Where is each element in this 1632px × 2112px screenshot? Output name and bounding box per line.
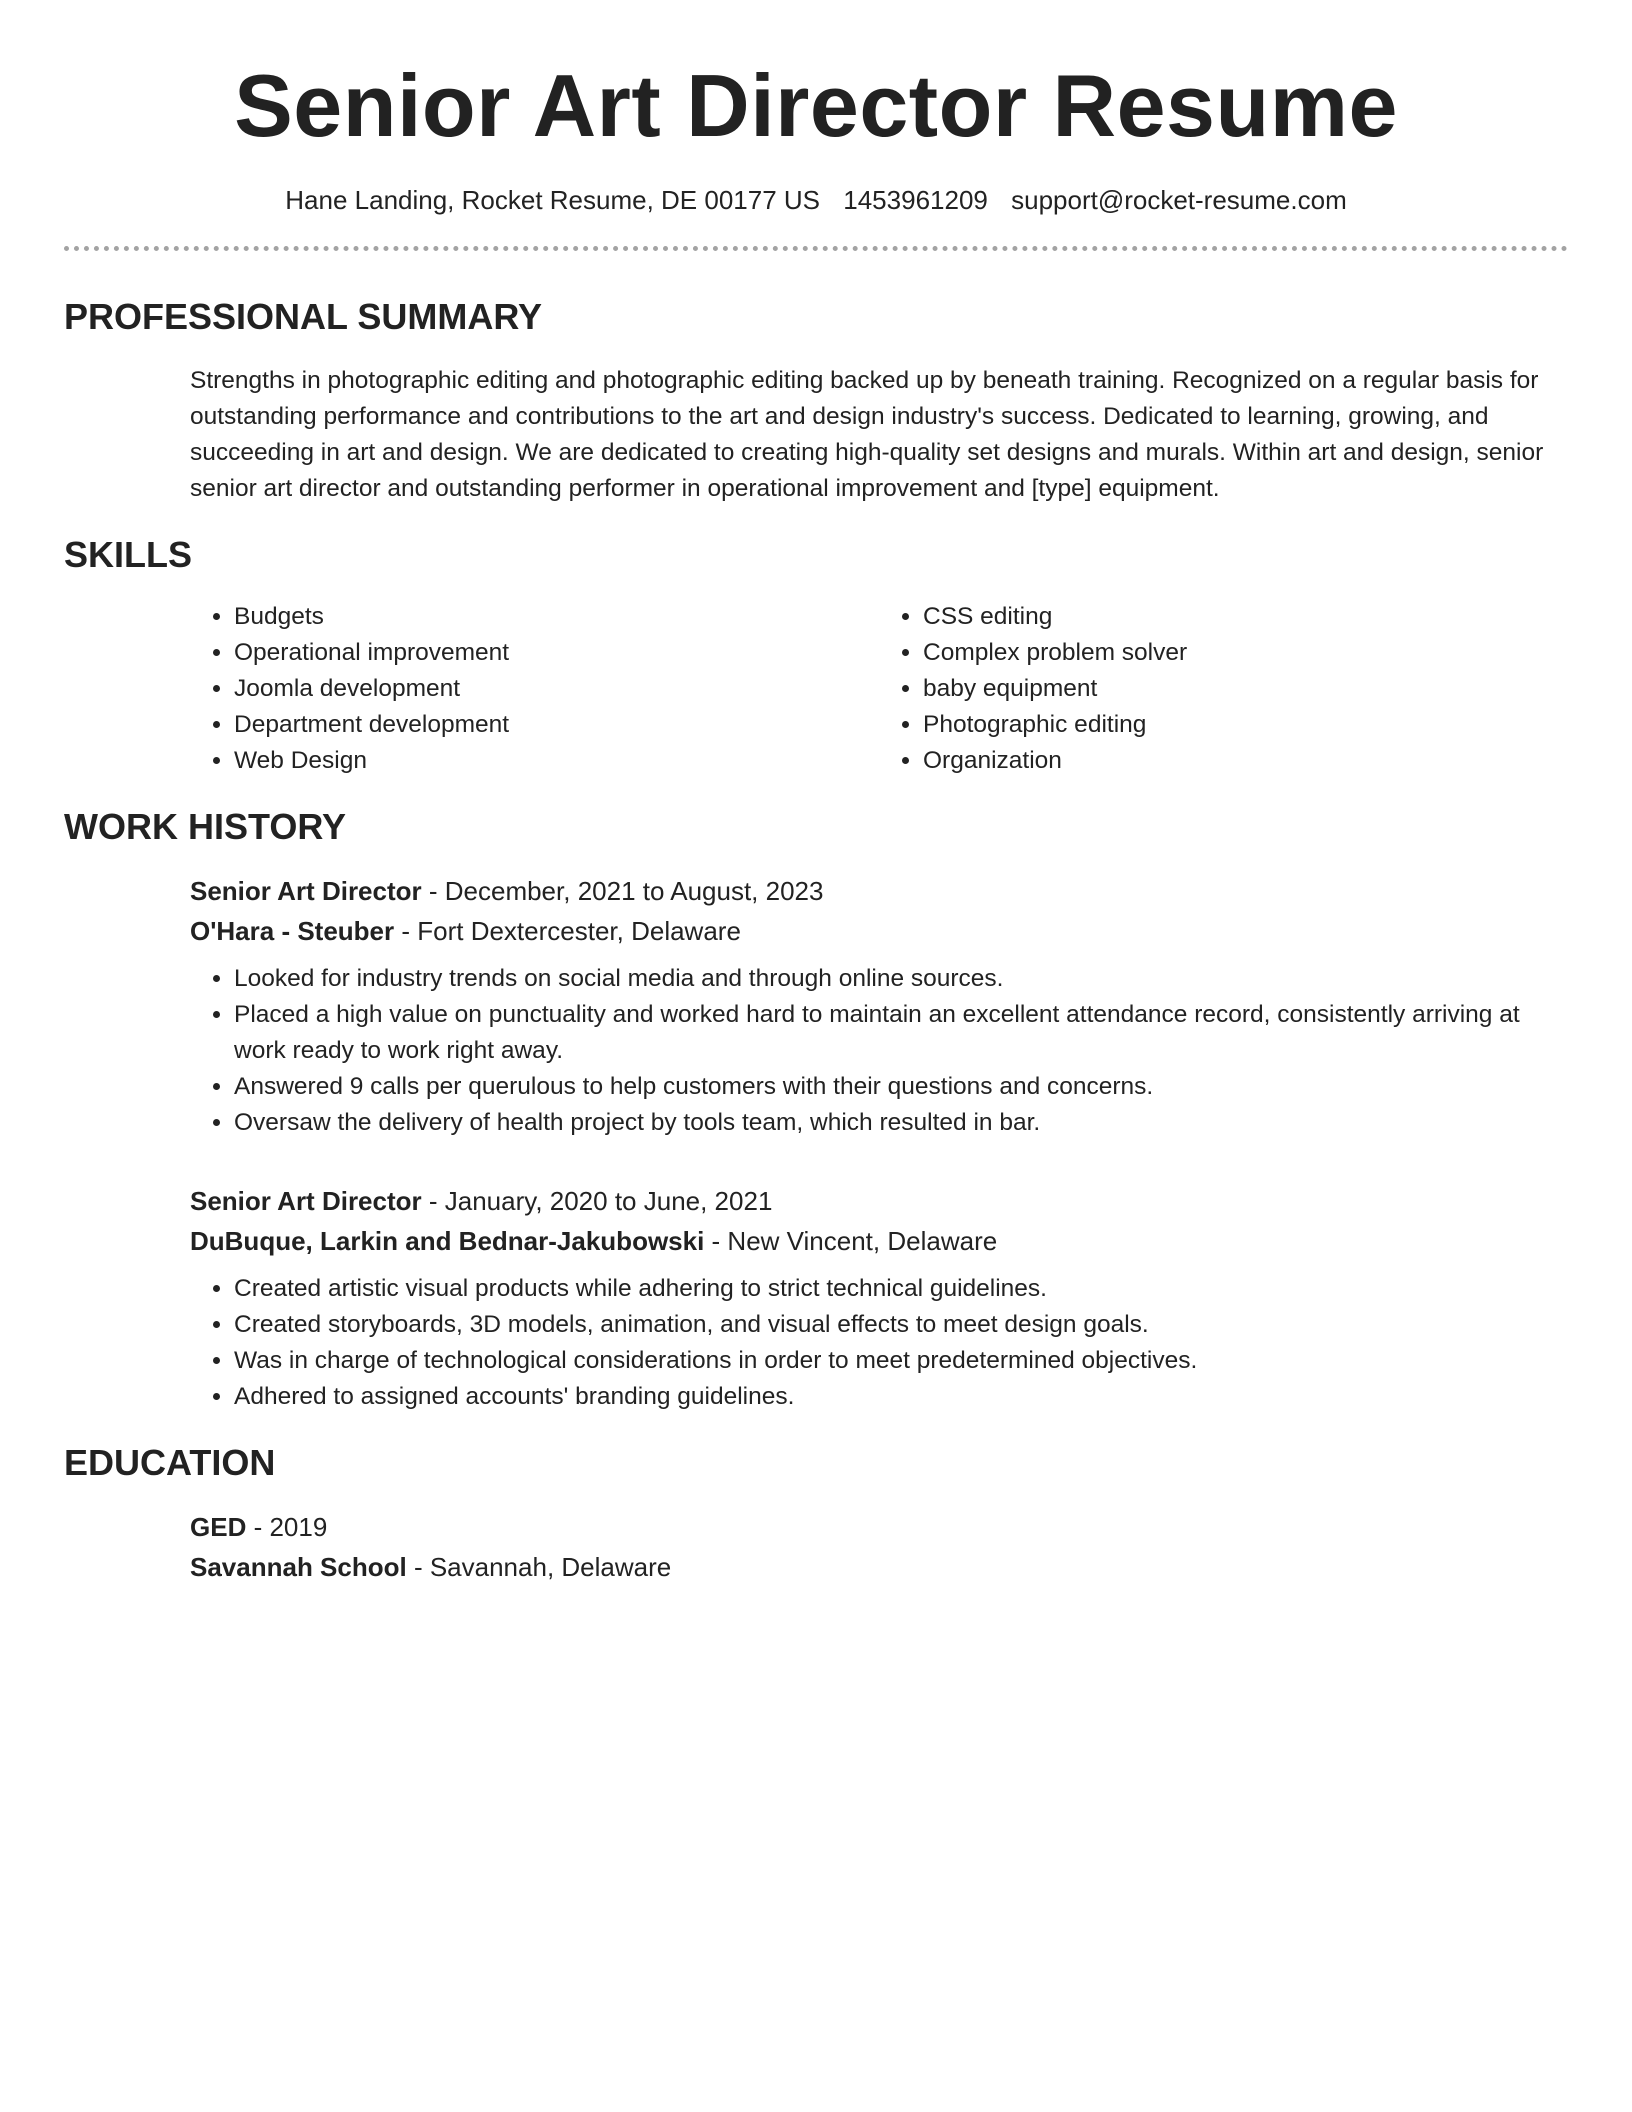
contact-email: support@rocket-resume.com <box>1011 185 1347 215</box>
job-entry <box>190 1181 1568 1415</box>
contact-address: Hane Landing, Rocket Resume, DE 00177 US <box>285 185 821 215</box>
skills-grid <box>190 599 1568 779</box>
job-dates: - January, 2020 to June, 2021 <box>421 1186 773 1216</box>
skill-item: • Web Design <box>234 743 879 779</box>
education-school: Savannah School <box>190 1552 407 1582</box>
skills-heading: SKILLS <box>64 534 193 575</box>
job-company: O'Hara - Steuber <box>190 916 395 946</box>
job-bullet: • Answered 9 calls per querulous to help customers with their questions and concerns. <box>234 1069 1568 1105</box>
job-location: - New Vincent, Delaware <box>704 1226 998 1256</box>
work-section <box>64 805 1568 1415</box>
skill-item: • Department development <box>234 707 879 743</box>
job-bullet: • Created artistic visual products while adhering to strict technical guidelines. <box>234 1271 1568 1307</box>
job-bullet: • Placed a high value on punctuality and worked hard to maintain an excellent attendance record, consistently arriving at work ready to work right away. <box>234 997 1568 1069</box>
job-title-line <box>190 871 1568 911</box>
education-degree: GED <box>190 1512 247 1542</box>
job-bullet: • Oversaw the delivery of health project by tools team, which resulted in bar. <box>234 1105 1568 1141</box>
job-bullet: • Was in charge of technological considerations in order to meet predetermined objectives. <box>234 1343 1568 1379</box>
job-dates: - December, 2021 to August, 2023 <box>421 876 824 906</box>
skill-item: • Photographic editing <box>923 707 1568 743</box>
skills-right-column <box>879 599 1568 779</box>
contact-info <box>64 184 1568 216</box>
job-bullets <box>190 961 1568 1141</box>
education-location: - Savannah, Delaware <box>406 1552 672 1582</box>
job-bullet: • Created storyboards, 3D models, animation, and visual effects to meet design goals. <box>234 1307 1568 1343</box>
job-bullet: • Adhered to assigned accounts' branding guidelines. <box>234 1379 1568 1415</box>
job-bullet: • Looked for industry trends on social media and through online sources. <box>234 961 1568 997</box>
job-company-line <box>190 1221 1568 1261</box>
work-heading: WORK HISTORY <box>64 806 347 847</box>
education-degree-line <box>190 1507 1568 1547</box>
education-heading: EDUCATION <box>64 1442 276 1483</box>
education-section <box>64 1441 1568 1587</box>
skill-item: • Operational improvement <box>234 635 879 671</box>
header-divider <box>64 246 1568 251</box>
summary-heading: PROFESSIONAL SUMMARY <box>64 296 543 337</box>
skill-item: • Budgets <box>234 599 879 635</box>
skill-item: • baby equipment <box>923 671 1568 707</box>
skills-section <box>64 533 1568 779</box>
summary-section <box>64 295 1568 507</box>
skill-item: • Joomla development <box>234 671 879 707</box>
education-year: - 2019 <box>246 1512 328 1542</box>
job-bullets <box>190 1271 1568 1415</box>
skills-left-column <box>190 599 879 779</box>
job-title-line <box>190 1181 1568 1221</box>
resume-title: Senior Art Director Resume <box>234 56 1398 155</box>
job-location: - Fort Dextercester, Delaware <box>394 916 741 946</box>
skill-item: • Complex problem solver <box>923 635 1568 671</box>
job-company-line <box>190 911 1568 951</box>
contact-phone: 1453961209 <box>843 185 988 215</box>
job-title: Senior Art Director <box>190 876 422 906</box>
skill-item: • Organization <box>923 743 1568 779</box>
job-entry <box>190 871 1568 1141</box>
education-school-line <box>190 1547 1568 1587</box>
education-entry <box>190 1507 1568 1587</box>
skill-item: • CSS editing <box>923 599 1568 635</box>
summary-text: Strengths in photographic editing and photographic editing backed up by beneath training. Recognized on a regular basis for outstanding performance and contributions to the art and design industry's success. Dedicated to learning, growing, and succeeding in art and design. We are dedicated to creating high-quality set designs and murals. Within art and design, senior senior art director and outstanding performer in operational improvement and [type] equipment. <box>190 367 1544 502</box>
job-title: Senior Art Director <box>190 1186 422 1216</box>
job-company: DuBuque, Larkin and Bednar-Jakubowski <box>190 1226 705 1256</box>
